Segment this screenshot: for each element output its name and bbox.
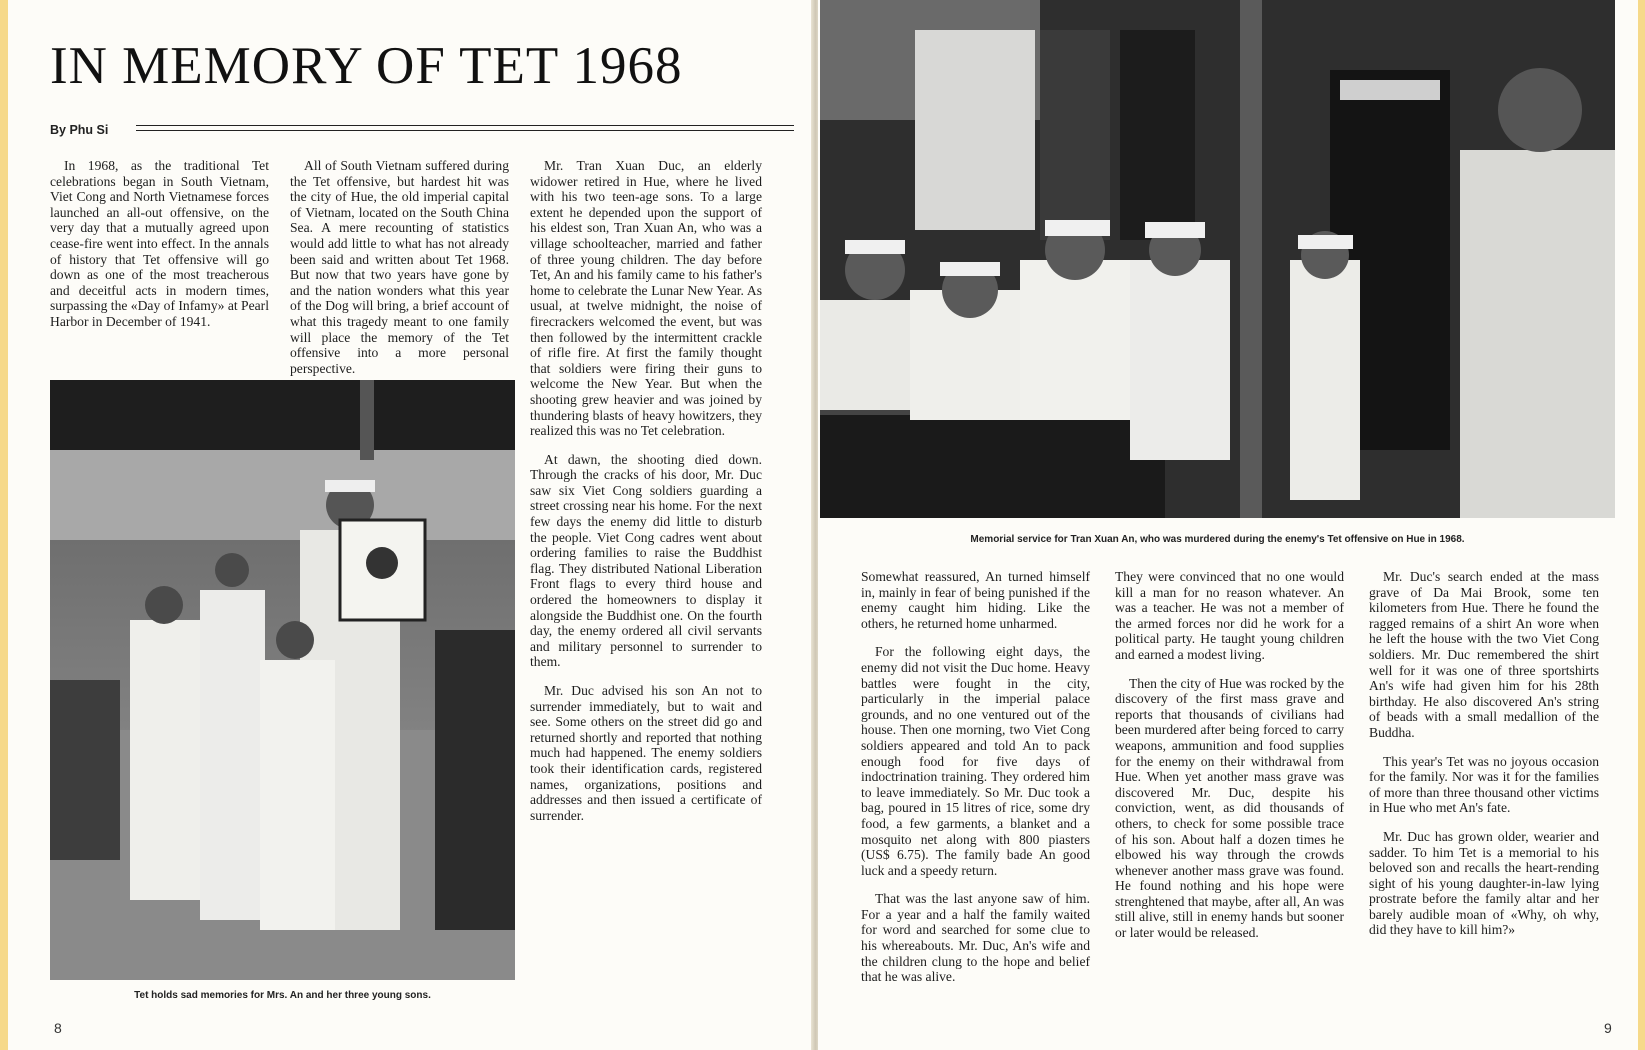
family-photo-caption: Tet holds sad memories for Mrs. An and her three young sons. [134, 990, 431, 1001]
memorial-photo-caption: Memorial service for Tran Xuan An, who was murdered during the enemy's Tet offensive on Hue in 1968. [970, 534, 1465, 545]
paragraph: Mr. Duc advised his son An not to surrender immediately, but to wait and see. Some others on the street did go and returned shortly and reported that nothing much had happened. The enemy soldiers took their identification cards, registered names, organizations, positions and addresses and then issued a certificate of surrender. [530, 683, 762, 823]
right-column-3 [1369, 569, 1599, 938]
byline: By Phu Si [50, 123, 109, 137]
paragraph: Mr. Duc has grown older, wearier and sadder. To him Tet is a memorial to his beloved son and recalls the heart-rending sight of his young daughter-in-law lying prostrate before the family altar and her barely audible moan of «Why, oh why, did they have to kill him?» [1369, 828, 1599, 938]
right-column-1 [861, 569, 1090, 985]
paragraph: Mr. Tran Xuan Duc, an elderly widower retired in Hue, where he lived with his two teen-age sons. To a large extent he depended upon the support of his eldest son, Tran Xuan An, who was a village schoolteacher, married and father of three young children. The day before Tet, An and his family came to his father's home to celebrate the Lunar New Year. As usual, at twelve midnight, the noise of firecrackers welcomed the event, but was then followed by the intermittent crackle of rifle fire. At first the family thought that soldiers were firing their guns to welcome the New Year. But when the shooting grew heavier and was joined by thundering blasts of heavy howitzers, they realized this was no Tet celebration. [530, 158, 762, 439]
memorial-service-photo [820, 0, 1615, 518]
left-column-1 [50, 158, 269, 330]
left-page [8, 0, 813, 1050]
left-column-3 [530, 158, 762, 823]
page-number-left: 8 [54, 1020, 62, 1036]
paragraph: All of South Vietnam suffered during the Tet offensive, but hardest hit was the city of Hue, the old imperial capital of Vietnam, located on the South China Sea. A mere recounting of statistics would add little to what has not already been said and written about Tet 1968. But now that two years have gone by and the nation wonders what this year of the Dog will bring, a brief account of what this tragedy meant to one family will place the memory of the Tet offensive into a more personal perspective. [290, 158, 509, 376]
article-title: IN MEMORY OF TET 1968 [50, 37, 683, 95]
left-column-2 [290, 158, 509, 376]
family-photo [50, 380, 515, 980]
page-number-right: 9 [1604, 1020, 1612, 1036]
paragraph: They were convinced that no one would kill a man for no reason whatever. An was a teacher. He was not a member of the armed forces nor did he work for a political party. He taught young children and earned a modest living. [1115, 569, 1344, 662]
paragraph: Then the city of Hue was rocked by the discovery of the first mass grave and reports that thousands of civilians had been murdered after being forced to carry weapons, ammunition and food supplies for the enemy on their withdrawal from Hue. When yet another mass grave was discovered Mr. Duc, despite his conviction, went, as did thousands of others, to check for some possible trace of his son. About half a dozen times he elbowed his way through the crowds whenever another mass grave was found. He found nothing and his hope were strenghtened that maybe, after all, An was still alive, still in enemy hands but sooner or later would be released. [1115, 675, 1344, 941]
right-page [818, 0, 1638, 1050]
paragraph: Mr. Duc's search ended at the mass grave of Da Mai Brook, some ten kilometers from Hue. There he found the ragged remains of a shirt An wore when he left the house with the two Viet Cong soldiers. Mr. Duc remembered the shirt well for it was one of three sportshirts An's wife had given him for his 28th birthday. He also discovered An's string of beads with a small medallion of the Buddha. [1369, 569, 1599, 740]
paragraph: For the following eight days, the enemy did not visit the Duc home. Heavy battles were fought in the city, particularly in the imperial palace grounds, and no one ventured out of the house. Then one morning, two Viet Cong soldiers appeared and told An to pack enough food for five days of indoctrination training. They ordered him to leave immediately. So Mr. Duc took a bag, poured in 15 litres of rice, some dry food, a few garments, a blanket and a mosquito net along with 800 piasters (US$ 6.75). The family bade An good luck and a speedy return. [861, 644, 1090, 878]
paragraph: In 1968, as the traditional Tet celebrations began in South Vietnam, Viet Cong and North Vietnamese forces launched an all-out offensive, on the very day that a mutually agreed upon cease-fire went into effect. In the annals of history that Tet offensive will go down as one of the most treacherous and deceitful acts in modern times, surpassing the «Day of Infamy» at Pearl Harbor in December of 1941. [50, 158, 269, 329]
right-column-2 [1115, 569, 1344, 941]
paragraph: Somewhat reassured, An turned himself in, mainly in fear of being punished if the enemy caught him hiding. Like the others, he returned home unharmed. [861, 569, 1090, 631]
byline-rule [136, 125, 794, 131]
paragraph: This year's Tet was no joyous occasion for the family. Nor was it for the families of more than three thousand other victims in Hue who met An's fate. [1369, 753, 1599, 816]
paragraph: That was the last anyone saw of him. For a year and a half the family waited for word and searched for some clue to his whereabouts. Mr. Duc, An's wife and the children clung to the hope and belief that he was alive. [861, 891, 1090, 985]
paragraph: At dawn, the shooting died down. Through the cracks of his door, Mr. Duc saw six Viet Cong soldiers guarding a street crossing near his home. For the next few days the enemy did little to disturb the people. Viet Cong cadres went about ordering families to raise the Buddhist flag. They distributed National Liberation Front flags to every third house and ordered the homeowners to display it alongside the Buddhist one. On the fourth day, the enemy ordered all civil servants and military personnel to surrender to them. [530, 451, 762, 670]
